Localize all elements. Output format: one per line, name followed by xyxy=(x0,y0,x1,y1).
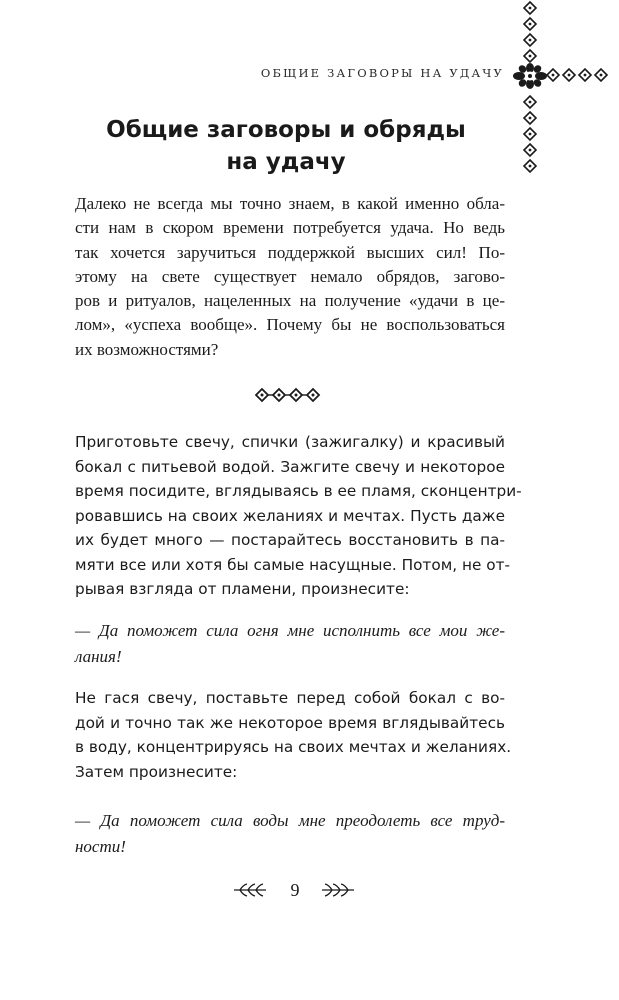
title-line: Общие заговоры и обряды xyxy=(106,117,466,143)
text-line: лом», «успеха вообще». Почему бы не воспользоваться xyxy=(75,315,505,335)
section-divider xyxy=(253,386,325,404)
running-head: ОБЩИЕ ЗАГОВОРЫ НА УДАЧУ xyxy=(260,66,504,80)
text-line: — Да поможет сила воды мне преодолеть все труд- xyxy=(75,811,505,830)
text-line: Не гася свечу, поставьте перед собой бокал с во- xyxy=(75,689,505,707)
title-line: на удачу xyxy=(226,149,346,175)
text-line: ров и ритуалов, нацеленных на получение «удачи в це- xyxy=(75,291,505,311)
text-line: бокал с питьевой водой. Зажгите свечу и некоторое xyxy=(75,457,505,476)
text-line: ности! xyxy=(75,837,126,856)
page-footer xyxy=(0,878,619,904)
text-line: — Да поможет сила огня мне исполнить все мои же- xyxy=(75,621,505,640)
text-line: время посидите, вглядываясь в ее пламя, сконцентри- xyxy=(75,482,522,500)
page-number: 9 xyxy=(290,880,300,900)
text-line: Затем произнесите: xyxy=(75,762,238,781)
spell-fire xyxy=(75,618,505,670)
text-line: ровавшись на своих желаниях и мечтах. Пусть даже xyxy=(75,506,505,525)
text-line: Далеко не всегда мы точно знаем, в какой именно обла- xyxy=(75,194,505,213)
text-line: сти нам в скором времени потребуется удача. Но ведь xyxy=(75,218,505,238)
horizontal-ornament xyxy=(543,64,613,86)
text-line: Приготовьте свечу, спички (зажигалку) и красивый xyxy=(75,433,505,451)
intro-paragraph xyxy=(75,192,505,362)
text-line: их будет много — постарайтесь восстановить в па- xyxy=(75,531,505,549)
page-title xyxy=(90,114,482,178)
text-line: этому на свете существует немало обрядов, загово- xyxy=(75,266,505,286)
text-line: их возможностями? xyxy=(75,339,219,359)
spell-water xyxy=(75,808,505,860)
text-line: мяти все или хотя бы самые насущные. Потом, не от- xyxy=(75,555,511,574)
text-line: дой и точно так же некоторое время вглядывайтесь xyxy=(75,713,505,732)
ritual-paragraph xyxy=(75,430,522,602)
leaf-sprig-icon xyxy=(318,882,356,898)
text-line: в воду, концентрируясь на своих мечтах и желаниях. xyxy=(75,738,512,756)
water-paragraph xyxy=(75,686,512,784)
leaf-sprig-icon xyxy=(232,882,270,898)
text-line: лания! xyxy=(75,647,122,666)
text-line: рывая взгляда от пламени, произнесите: xyxy=(75,580,410,598)
text-line: так хочется заручиться поддержкой высших сил! По- xyxy=(75,242,505,262)
